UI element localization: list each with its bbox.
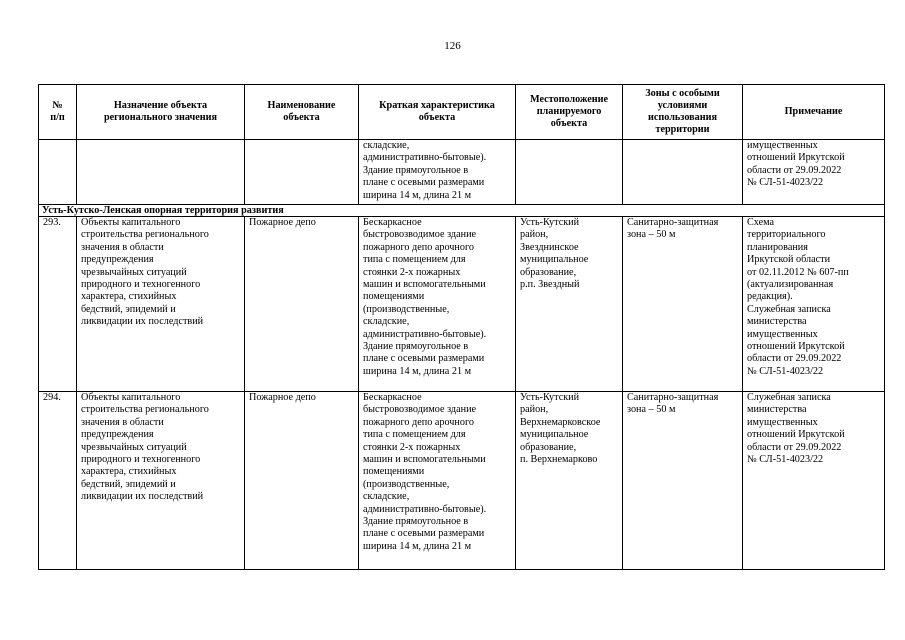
table-row — [39, 217, 885, 392]
row-note: Служебная записка министерства имущественных отношений Иркутской области от 29.09.2022 № СЛ-51-4023/22 — [743, 392, 885, 570]
header-location: Местоположение планируемого объекта — [516, 85, 623, 140]
cont-location-cell — [516, 140, 623, 205]
row-note: Схема территориального планирования Иркутской области от 02.11.2012 № 607-пп (актуализированная редакция). Служебная записка министерства имущественных отношений Иркутской области от 29.09.2022 № СЛ-51-4023/22 — [743, 217, 885, 392]
row-characteristic: Бескаркасное быстровозводимое здание пожарного депо арочного типа с помещением для стоянки 2-х пожарных машин и вспомогательными помещениями (производственные, складские, административно-бытовые). Здание прямоугольное в плане с осевыми размерами ширина 14 м, длина 21 м — [359, 392, 516, 570]
page-number: 126 — [444, 40, 461, 52]
cont-name-cell — [245, 140, 359, 205]
row-name: Пожарное депо — [245, 392, 359, 570]
header-num: № п/п — [39, 85, 77, 140]
header-note: Примечание — [743, 85, 885, 140]
header-characteristic: Краткая характеристика объекта — [359, 85, 516, 140]
section-row — [39, 205, 885, 217]
cont-characteristic-cell: складские, административно-бытовые). Здание прямоугольное в плане с осевыми размерами ширина 14 м, длина 21 м — [359, 140, 516, 205]
header-zones: Зоны с особыми условиями использования территории — [623, 85, 743, 140]
row-purpose: Объекты капитального строительства регионального значения в области предупреждения чрезвычайных ситуаций природного и техногенного характера, стихийных бедствий, эпидемий и ликвидации их последствий — [77, 217, 245, 392]
row-num: 294. — [39, 392, 77, 570]
cont-purpose-cell — [77, 140, 245, 205]
row-zones: Санитарно-защитная зона – 50 м — [623, 392, 743, 570]
row-location: Усть-Кутский район, Звезднинское муниципальное образование, р.п. Звездный — [516, 217, 623, 392]
row-characteristic: Бескаркасное быстровозводимое здание пожарного депо арочного типа с помещением для стоянки 2-х пожарных машин и вспомогательными помещениями (производственные, складские, административно-бытовые). Здание прямоугольное в плане с осевыми размерами ширина 14 м, длина 21 м — [359, 217, 516, 392]
continuation-row — [39, 140, 885, 205]
table-header-row — [39, 85, 885, 140]
row-purpose: Объекты капитального строительства регионального значения в области предупреждения чрезвычайных ситуаций природного и техногенного характера, стихийных бедствий, эпидемий и ликвидации их последствий — [77, 392, 245, 570]
row-name: Пожарное депо — [245, 217, 359, 392]
objects-table — [38, 84, 885, 570]
cont-num-cell — [39, 140, 77, 205]
cont-note-cell: имущественных отношений Иркутской области от 29.09.2022 № СЛ-51-4023/22 — [743, 140, 885, 205]
cont-zones-cell — [623, 140, 743, 205]
row-zones: Санитарно-защитная зона – 50 м — [623, 217, 743, 392]
header-purpose: Назначение объекта регионального значения — [77, 85, 245, 140]
table-row — [39, 392, 885, 570]
row-num: 293. — [39, 217, 77, 392]
row-location: Усть-Кутский район, Верхнемарковское муниципальное образование, п. Верхнемарково — [516, 392, 623, 570]
header-name: Наименование объекта — [245, 85, 359, 140]
section-title: Усть-Кутско-Ленская опорная территория развития — [39, 205, 885, 217]
